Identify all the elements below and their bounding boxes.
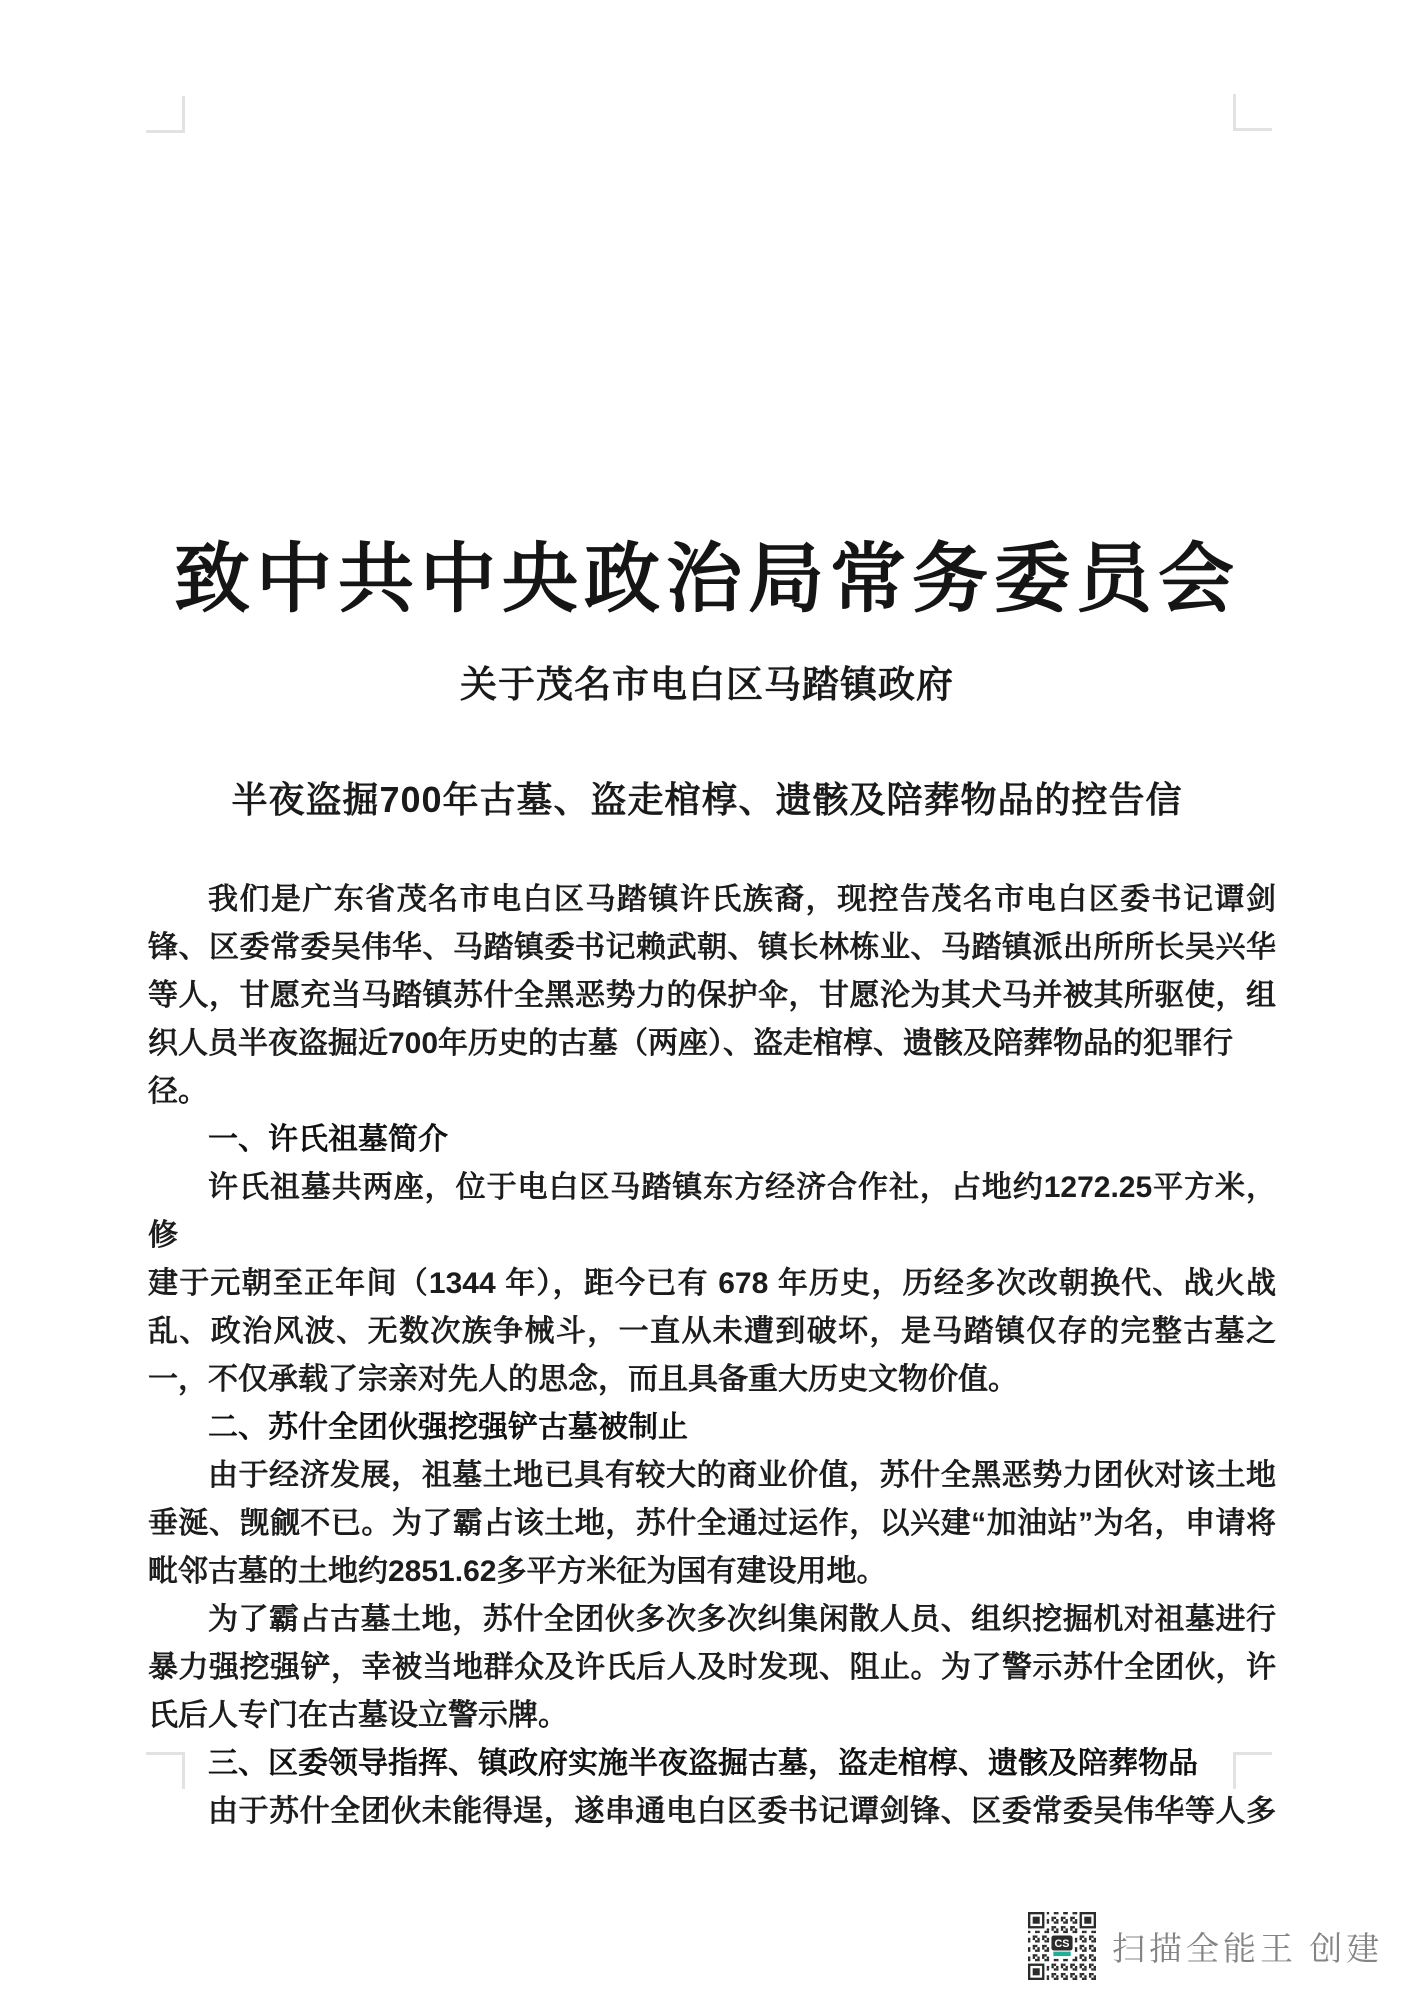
body-line: 我们是广东省茂名市电白区马踏镇许氏族裔，现控告茂名市电白区委书记谭剑 bbox=[208, 883, 1276, 916]
camscanner-watermark-label: 扫描全能王 创建 bbox=[1112, 1931, 1384, 1968]
body-line: 为了霸占古墓土地，苏什全团伙多次多次纠集闲散人员、组织挖掘机对祖墓进行 bbox=[208, 1603, 1276, 1636]
section-heading: 二、苏什全团伙强挖强铲古墓被制止 bbox=[208, 1411, 688, 1444]
body-line: 许氏祖墓共两座，位于电白区马踏镇东方经济合作社，占地约1272.25平方米，修 bbox=[148, 1171, 1276, 1252]
document-subtitle-recipient: 关于茂名市电白区马踏镇政府 bbox=[460, 664, 954, 705]
camscanner-qr-code-icon bbox=[1028, 1912, 1096, 1980]
body-line: 暴力强挖强铲，幸被当地群众及许氏后人及时发现、阻止。为了警示苏什全团伙，许 bbox=[148, 1651, 1276, 1684]
body-line: 建于元朝至正年间（1344 年），距今已有 678 年历史，历经多次改朝换代、战火战 bbox=[148, 1267, 1276, 1300]
body-line: 等人，甘愿充当马踏镇苏什全黑恶势力的保护伞，甘愿沦为其犬马并被其所驱使，组 bbox=[148, 979, 1276, 1012]
document-title: 致中共中央政治局常务委员会 bbox=[174, 537, 1240, 622]
svg-text:CS: CS bbox=[1054, 1938, 1070, 1951]
scan-corner-mark-top-left bbox=[146, 96, 185, 133]
body-line: 氏后人专门在古墓设立警示牌。 bbox=[148, 1699, 568, 1732]
body-line: 织人员半夜盗掘近700年历史的古墓（两座）、盗走棺椁、遗骸及陪葬物品的犯罪行径。 bbox=[148, 1027, 1234, 1108]
scan-corner-mark-top-right bbox=[1233, 94, 1272, 131]
body-line: 毗邻古墓的土地约2851.62多平方米征为国有建设用地。 bbox=[148, 1555, 887, 1588]
body-line: 由于苏什全团伙未能得逞，遂串通电白区委书记谭剑锋、区委常委吴伟华等人多 bbox=[208, 1795, 1276, 1828]
body-line: 乱、政治风波、无数次族争械斗，一直从未遭到破坏，是马踏镇仅存的完整古墓之 bbox=[148, 1315, 1276, 1348]
camscanner-credit bbox=[1028, 1910, 1383, 1982]
body-line: 一，不仅承载了宗亲对先人的思念，而且具备重大历史文物价值。 bbox=[148, 1363, 1018, 1396]
body-line: 锋、区委常委吴伟华、马踏镇委书记赖武朝、镇长林栋业、马踏镇派出所所长吴兴华 bbox=[148, 931, 1276, 964]
body-line: 垂涎、觊觎不已。为了霸占该土地，苏什全通过运作，以兴建“加油站”为名，申请将 bbox=[148, 1507, 1276, 1540]
section-heading: 一、许氏祖墓简介 bbox=[208, 1123, 448, 1156]
section-heading: 三、区委领导指挥、镇政府实施半夜盗掘古墓，盗走棺椁、遗骸及陪葬物品 bbox=[208, 1747, 1198, 1780]
document-subtitle-subject: 半夜盗掘700年古墓、盗走棺椁、遗骸及陪葬物品的控告信 bbox=[231, 779, 1183, 820]
document-body bbox=[148, 876, 1276, 1836]
body-line: 由于经济发展，祖墓土地已具有较大的商业价值，苏什全黑恶势力团伙对该土地 bbox=[208, 1459, 1276, 1492]
